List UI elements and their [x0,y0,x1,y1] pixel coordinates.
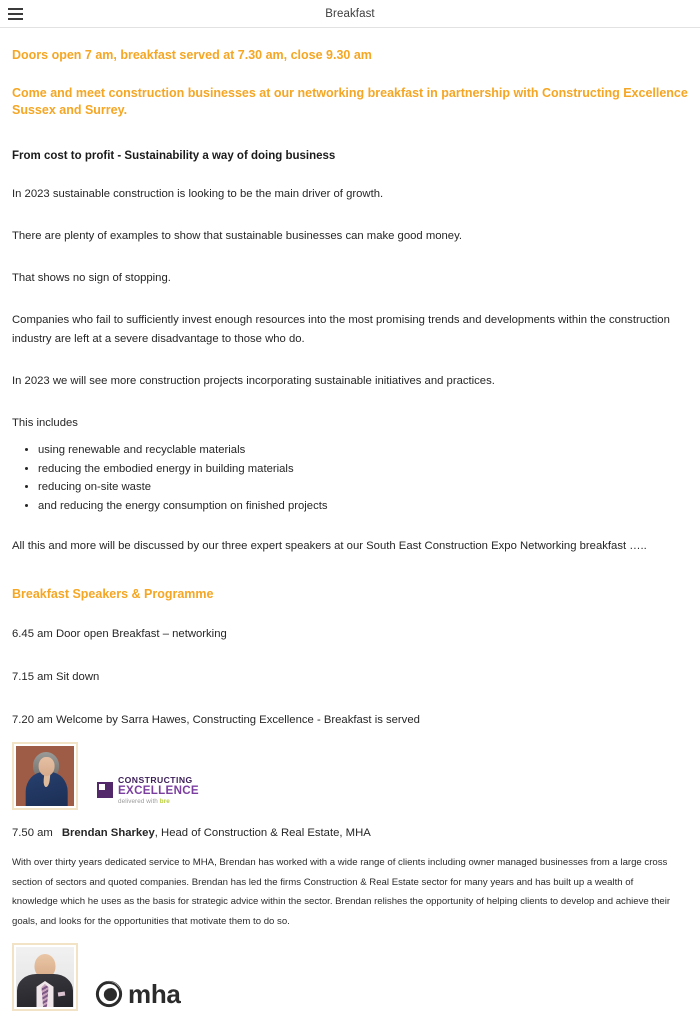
speaker-bio: With over thirty years dedicated service to MHA, Brendan has worked with a wide range of clients including owner managed businesses from a large cross section of sectors and quoted companies. Brendan has led the firms Construction & Real Estate sector for many years and has built up a wealth of knowledge which he uses as the basis for strategic advice within the sector. Brendan relishes the opportunity of helping clients to develop and achieve their goals, and looks for the opportunities that motivate them to do so. [12,857,671,927]
list-item: • reducing the embodied energy in building materials [38,460,688,479]
programme-item: 7.20 am Welcome by Sarra Hawes, Constructing Excellence - Breakfast is served [12,714,420,726]
constructing-excellence-mark-icon [97,782,113,798]
lead-line-doors-open: Doors open 7 am, breakfast served at 7.30 am, close 9.30 am [12,48,372,62]
mha-logo [94,979,181,1009]
programme-item: 6.45 am Door open Breakfast – networking [12,628,227,640]
list-item: • reducing on-site waste [38,478,688,497]
hamburger-menu-icon[interactable] [8,8,23,20]
constructing-excellence-logo [97,776,199,805]
section-subheading: From cost to profit - Sustainability a way of doing business [12,150,336,162]
sarra-hawes-media-row [12,730,688,810]
ce-tagline-prefix: delivered with [118,797,160,805]
speaker-time: 7.50 am [12,827,53,839]
list-item: • using renewable and recyclable materials [38,441,688,460]
closing-paragraph: All this and more will be discussed by our three expert speakers at our South East Construction Expo Networking breakfast ….. [12,540,647,552]
body-paragraph: In 2023 sustainable construction is looking to be the main driver of growth. [12,188,384,200]
speaker-role: , Head of Construction & Real Estate, MHA [154,827,371,839]
brendan-sharkey-media-row [12,931,688,1011]
page-content [0,28,700,1011]
ce-logo-line-2: EXCELLENCE [118,784,199,798]
brendan-sharkey-portrait [16,947,74,1007]
body-paragraph: There are plenty of examples to show that sustainable businesses can make good money. [12,230,463,242]
ce-logo-tagline [118,799,199,805]
programme-item: 7.15 am Sit down [12,671,100,683]
lead-line-invitation: Come and meet construction businesses at our networking breakfast in partnership with Constructing Excellence Sussex and Surrey. [12,86,688,117]
body-paragraph: That shows no sign of stopping. [12,272,171,284]
avatar [12,943,78,1011]
constructing-excellence-wordmark [118,776,199,805]
hamburger-bar-1 [8,8,23,10]
programme-heading: Breakfast Speakers & Programme [12,587,214,601]
speaker-name: Brendan Sharkey [61,827,155,839]
mha-spiral-icon [94,979,124,1009]
hamburger-bar-2 [8,13,23,15]
body-paragraph: In 2023 we will see more construction projects incorporating sustainable initiatives and practices. [12,375,495,387]
body-paragraph: Companies who fail to sufficiently invest enough resources into the most promising trends and developments within the construction industry are left at a severe disadvantage to those who do. [12,314,670,345]
list-item: • and reducing the energy consumption on finished projects [38,497,688,516]
app-header-bar [0,0,700,28]
hamburger-bar-3 [8,18,23,20]
bre-brand-text: bre [159,797,170,805]
list-intro-text: This includes [12,417,78,429]
ce-logo-line-1: CONSTRUCTING [118,774,193,785]
speaker-headline [12,810,688,839]
portrait-torso [26,772,68,806]
mha-wordmark: mha [128,979,181,1009]
page-title: Breakfast [325,7,375,20]
sarra-hawes-portrait [16,746,74,806]
sustainability-bullet-list [12,433,688,515]
avatar [12,742,78,810]
